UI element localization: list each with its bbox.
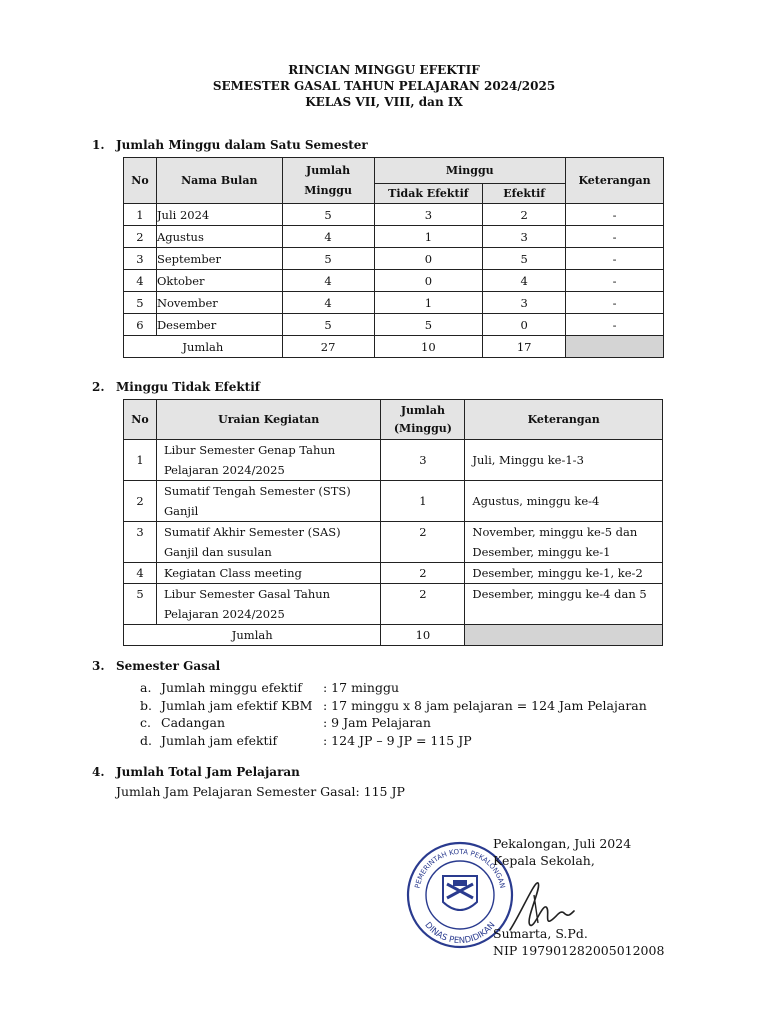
signature-position: Kepala Sekolah, [493, 853, 595, 868]
list-item-letter: c. [140, 715, 151, 730]
header-jumlah-line-1: Jumlah [400, 403, 445, 417]
total-jumlah: 10 [381, 625, 465, 646]
cell-jumlah: 4 [282, 270, 374, 292]
cell-keterangan: - [566, 204, 664, 226]
cell-efektif: 2 [483, 204, 566, 226]
cell-no: 1 [124, 204, 157, 226]
list-item-label: Jumlah jam efektif [161, 732, 278, 748]
total-row [124, 625, 663, 646]
table-row [124, 314, 664, 336]
table-row [124, 481, 663, 522]
cell-uraian [156, 440, 381, 481]
cell-uraian-line: Libur Semester Gasal Tahun [163, 587, 331, 601]
table-row [124, 248, 664, 270]
cell-uraian: Kegiatan Class meeting [156, 563, 381, 584]
cell-keterangan: Agustus, minggu ke-4 [465, 481, 663, 522]
table-row [124, 226, 664, 248]
cell-jumlah: 5 [282, 248, 374, 270]
cell-uraian-line: Libur Semester Genap Tahun [163, 443, 336, 457]
table-row [124, 584, 663, 625]
section4-number: 4. [92, 765, 105, 779]
cell-uraian-line: Ganjil dan susulan [163, 545, 272, 559]
total-keterangan-shaded [465, 625, 663, 646]
stamp-emblem-icon [443, 876, 477, 910]
cell-bulan: September [156, 248, 282, 270]
header-jumlah-minggu [282, 158, 374, 204]
header-minggu: Minggu [374, 158, 566, 184]
cell-no: 4 [124, 563, 157, 584]
table-row [124, 204, 664, 226]
list-item-value: : 124 JP – 9 JP = 115 JP [323, 732, 472, 748]
signature-name: Sumarta, S.Pd. [493, 926, 588, 941]
total-label: Jumlah [124, 336, 283, 358]
section3-title: Semester Gasal [116, 659, 221, 673]
total-row [124, 336, 664, 358]
header-efektif: Efektif [483, 184, 566, 204]
cell-no: 5 [124, 584, 157, 625]
signature-place-date: Pekalongan, Juli 2024 [493, 836, 632, 851]
cell-jumlah: 2 [381, 563, 465, 584]
table-row [124, 292, 664, 314]
list-item-value: : 17 minggu x 8 jam pelajaran = 124 Jam Pelajaran [323, 697, 647, 713]
list-item-letter: a. [140, 680, 152, 695]
section2-title: Minggu Tidak Efektif [116, 380, 260, 394]
header-jumlah-minggu [381, 400, 465, 440]
cell-no: 3 [124, 248, 157, 270]
header-jumlah-line-2: (Minggu) [393, 421, 452, 435]
section1-number: 1. [92, 138, 105, 152]
list-item-label: Cadangan [161, 715, 226, 730]
cell-keterangan: - [566, 226, 664, 248]
cell-keterangan: Desember, minggu ke-1, ke-2 [465, 563, 663, 584]
header-jumlah-line-1: Jumlah [306, 163, 351, 177]
cell-uraian-line: Pelajaran 2024/2025 [163, 463, 285, 477]
total-label: Jumlah [124, 625, 381, 646]
cell-no: 6 [124, 314, 157, 336]
cell-no: 5 [124, 292, 157, 314]
cell-uraian-line: Pelajaran 2024/2025 [163, 607, 285, 621]
cell-jumlah: 5 [282, 204, 374, 226]
list-item-label: Jumlah minggu efektif [161, 680, 302, 695]
section3-heading [92, 658, 220, 674]
cell-tidak-efektif: 1 [374, 226, 483, 248]
cell-uraian-line: Sumatif Akhir Semester (SAS) [163, 525, 341, 539]
cell-keterangan: Desember, minggu ke-4 dan 5 [465, 584, 663, 625]
cell-keterangan-line: Desember, minggu ke-1 [472, 545, 611, 559]
header-no: No [124, 400, 157, 440]
doc-title-line-3: KELAS VII, VIII, dan IX [305, 95, 463, 109]
doc-title-line-1: RINCIAN MINGGU EFEKTIF [288, 63, 480, 77]
cell-keterangan [465, 522, 663, 563]
header-tidak-efektif: Tidak Efektif [374, 184, 483, 204]
cell-keterangan-line: November, minggu ke-5 dan [472, 525, 638, 539]
cell-keterangan: - [566, 270, 664, 292]
total-keterangan-shaded [566, 336, 664, 358]
header-jumlah-line-2: Minggu [304, 183, 352, 197]
total-hours-text: Jumlah Jam Pelajaran Semester Gasal: 115 JP [116, 784, 405, 799]
list-item-value: : 9 Jam Pelajaran [323, 715, 431, 730]
cell-keterangan: - [566, 292, 664, 314]
list-item-label: Jumlah jam efektif KBM [161, 697, 313, 713]
list-item-letter: b. [140, 697, 152, 713]
cell-jumlah: 2 [381, 584, 465, 625]
cell-jumlah: 4 [282, 226, 374, 248]
non-effective-weeks-table [123, 399, 663, 646]
total-jumlah: 27 [282, 336, 374, 358]
cell-bulan: November [156, 292, 282, 314]
section2-heading [92, 379, 260, 395]
cell-bulan: Juli 2024 [156, 204, 282, 226]
cell-bulan: Agustus [156, 226, 282, 248]
cell-tidak-efektif: 0 [374, 270, 483, 292]
cell-no: 2 [124, 226, 157, 248]
header-keterangan: Keterangan [566, 158, 664, 204]
stamp-text-bottom: DINAS PENDIDIKAN [422, 920, 498, 947]
stamp-text-top: PEMERINTAH KOTA PEKALONGAN [413, 847, 507, 890]
cell-keterangan: - [566, 314, 664, 336]
cell-uraian-line: Ganjil [163, 504, 199, 518]
section1-heading [92, 137, 368, 153]
cell-no: 3 [124, 522, 157, 563]
cell-jumlah: 5 [282, 314, 374, 336]
header-no: No [124, 158, 157, 204]
cell-tidak-efektif: 0 [374, 248, 483, 270]
cell-keterangan: - [566, 248, 664, 270]
section3-number: 3. [92, 659, 105, 673]
cell-uraian-line: Sumatif Tengah Semester (STS) [163, 484, 351, 498]
header-uraian: Uraian Kegiatan [156, 400, 381, 440]
cell-jumlah: 3 [381, 440, 465, 481]
section4-title: Jumlah Total Jam Pelajaran [116, 765, 300, 779]
cell-efektif: 4 [483, 270, 566, 292]
list-item-letter: d. [140, 732, 152, 748]
table-row [124, 563, 663, 584]
header-nama-bulan: Nama Bulan [156, 158, 282, 204]
cell-uraian [156, 522, 381, 563]
cell-keterangan: Juli, Minggu ke-1-3 [465, 440, 663, 481]
weeks-per-month-table [123, 157, 664, 358]
table-row [124, 440, 663, 481]
cell-jumlah: 1 [381, 481, 465, 522]
table-row [124, 270, 664, 292]
cell-uraian [156, 481, 381, 522]
cell-efektif: 3 [483, 226, 566, 248]
total-tidak-efektif: 10 [374, 336, 483, 358]
section4-heading [92, 764, 300, 780]
cell-tidak-efektif: 5 [374, 314, 483, 336]
cell-efektif: 0 [483, 314, 566, 336]
cell-jumlah: 2 [381, 522, 465, 563]
cell-tidak-efektif: 3 [374, 204, 483, 226]
cell-jumlah: 4 [282, 292, 374, 314]
cell-no: 1 [124, 440, 157, 481]
section2-number: 2. [92, 380, 105, 394]
signature-nip: NIP 197901282005012008 [493, 943, 665, 958]
doc-title-line-2: SEMESTER GASAL TAHUN PELAJARAN 2024/2025 [212, 79, 556, 93]
cell-efektif: 5 [483, 248, 566, 270]
cell-uraian [156, 584, 381, 625]
cell-bulan: Desember [156, 314, 282, 336]
table-row [124, 522, 663, 563]
cell-no: 2 [124, 481, 157, 522]
header-keterangan: Keterangan [465, 400, 663, 440]
total-efektif: 17 [483, 336, 566, 358]
list-item-value: : 17 minggu [323, 680, 400, 695]
cell-tidak-efektif: 1 [374, 292, 483, 314]
cell-bulan: Oktober [156, 270, 282, 292]
section1-title: Jumlah Minggu dalam Satu Semester [116, 138, 368, 152]
cell-no: 4 [124, 270, 157, 292]
cell-efektif: 3 [483, 292, 566, 314]
